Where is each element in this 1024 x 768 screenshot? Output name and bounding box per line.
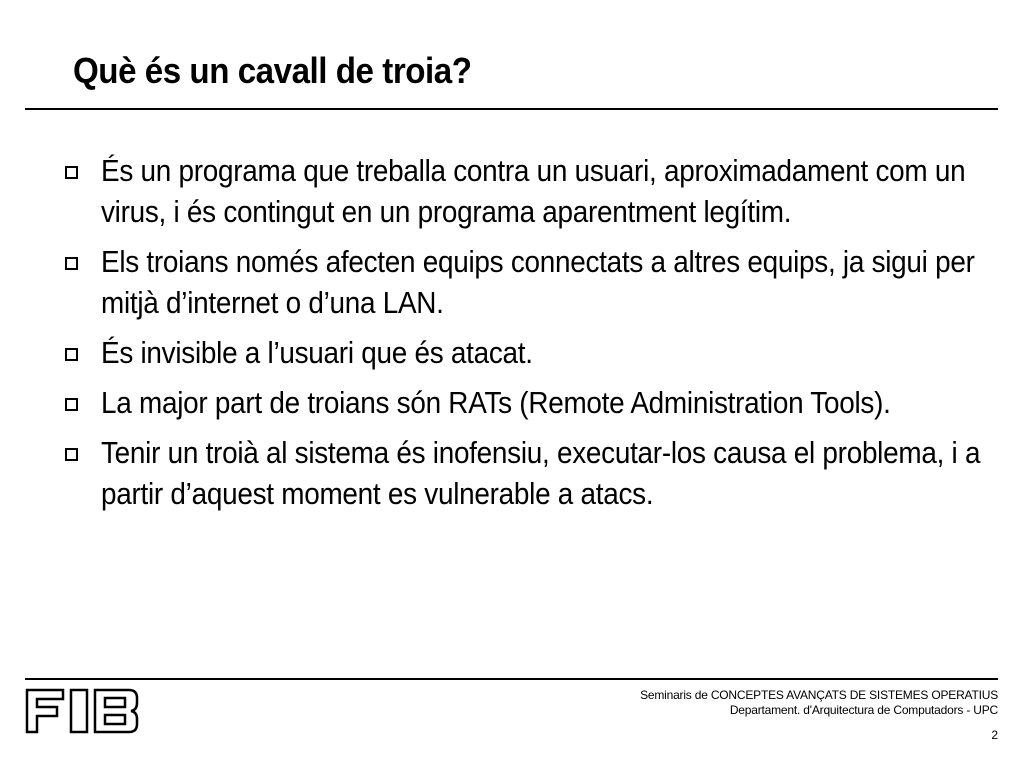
- footer-credits: [640, 688, 998, 718]
- square-bullet-icon: [65, 398, 78, 411]
- bullet-item: [62, 332, 1002, 373]
- fib-logo: [25, 688, 139, 734]
- slide-title: Què és un cavall de troia?: [73, 50, 472, 91]
- bullet-text: Els troians només afecten equips connectats a altres equips, ja sigui per mitjà d’internet o d’una LAN.: [101, 244, 975, 320]
- square-bullet-icon: [65, 448, 78, 461]
- bullet-list: [62, 150, 1002, 523]
- footer-divider: [25, 678, 998, 680]
- bullet-text: És invisible a l’usuari que és atacat.: [101, 335, 533, 370]
- bullet-item: [62, 150, 1002, 232]
- bullet-text: La major part de troians són RATs (Remote Administration Tools).: [101, 385, 891, 420]
- bullet-text: És un programa que treballa contra un usuari, aproximadament com un virus, i és contingut en un programa aparentment legítim.: [101, 153, 966, 229]
- square-bullet-icon: [65, 348, 78, 361]
- page-number: 2: [991, 728, 998, 742]
- bullet-item: [62, 432, 1002, 514]
- square-bullet-icon: [65, 166, 78, 179]
- title-divider: [25, 108, 998, 110]
- bullet-text: Tenir un troià al sistema és inofensiu, executar-los causa el problema, i a partir d’aquest moment es vulnerable a atacs.: [101, 435, 981, 511]
- bullet-item: [62, 382, 1002, 423]
- bullet-item: [62, 241, 1002, 323]
- square-bullet-icon: [65, 257, 78, 270]
- footer-seminar-line: Seminaris de CONCEPTES AVANÇATS DE SISTEMES OPERATIUS: [640, 688, 998, 702]
- footer-department-line: Departament. d'Arquitectura de Computadors - UPC: [729, 703, 998, 717]
